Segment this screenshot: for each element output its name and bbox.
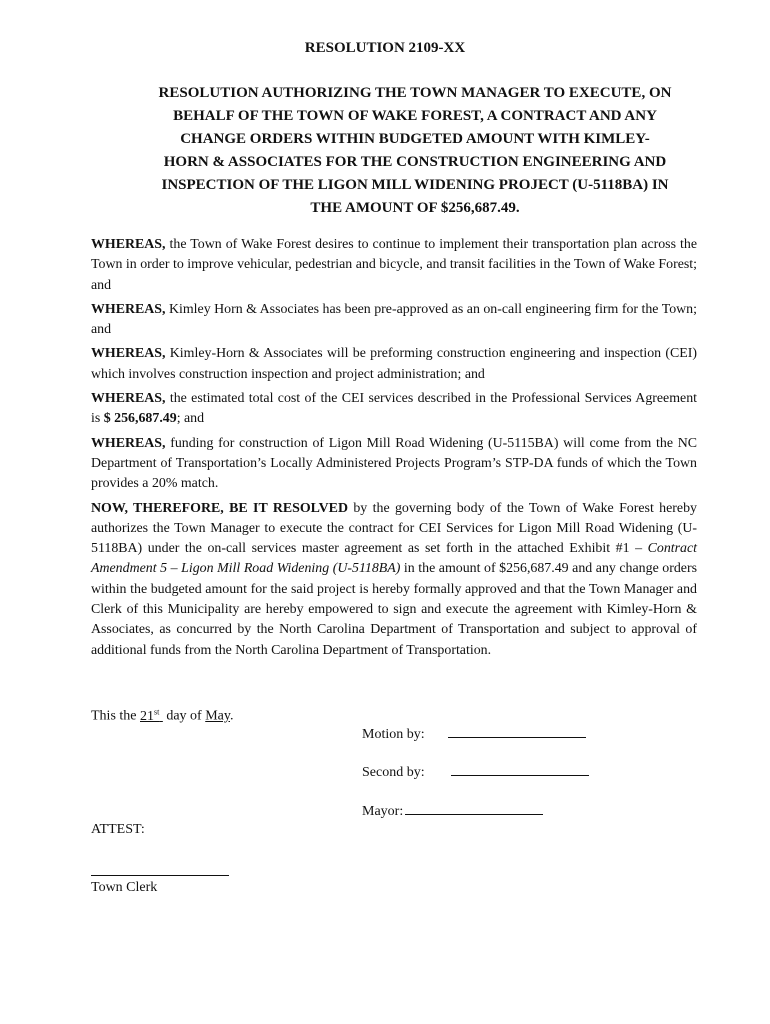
heading-line: CHANGE ORDERS WITHIN BUDGETED AMOUNT WITH KIMLEY- [180,131,650,147]
second-signature-line[interactable] [451,774,589,776]
date-line [91,707,234,725]
whereas-clause [91,300,697,341]
second-label: Second by: [362,765,425,780]
motion-label: Motion by: [362,727,425,742]
whereas-tail: ; and [176,411,205,427]
whereas-clause [91,434,697,495]
mayor-label: Mayor: [362,804,404,819]
whereas-text: Kimley Horn & Associates has been pre-approved as an on-call engineering firm for the Town; and [91,301,697,338]
heading-line: RESOLUTION AUTHORIZING THE TOWN MANAGER TO EXECUTE, ON [158,85,672,101]
clerk-signature-line[interactable] [91,875,229,876]
exhibit-title: Contract Amendment 5 – Ligon Mill Road Widening (U-5118BA) [91,541,697,577]
heading-line: INSPECTION OF THE LIGON MILL WIDENING PROJECT (U-5118BA) IN [161,177,669,193]
agreement-amount: $ 256,687.49 [103,411,177,427]
whereas-text: the Town of Wake Forest desires to continue to implement their transportation plan across the Town in order to improve vehicular, pedestrian and bicycle, and transit facilities in the Town of Wake Forest; and [91,237,697,293]
whereas-text: Kimley-Horn & Associates will be preforming construction engineering and inspection (CEI) which involves construction inspection and project administration; and [91,346,697,382]
whereas-text: the estimated total cost of the CEI services described in the Professional Services Agreement is [91,391,697,427]
attest-label: ATTEST: [91,822,145,837]
date-day-number: 21 [140,708,154,724]
date-month: May [205,708,230,724]
motion-signature [362,727,586,743]
resolved-text: in the amount of $256,687.49 and any change orders within the budgeted amount for the said project is hereby formally approved and that the Town Manager and Clerk of this Municipality are hereby empowered to sign and execute the agreement with Kimley-Horn & Associates, as concurred by the North Carolina Department of Transportation and subject to approval of additional funds from the North Carolina Department of Transportation. [91,561,697,658]
heading-line: HORN & ASSOCIATES FOR THE CONSTRUCTION ENGINEERING AND [163,154,667,170]
date-day-suffix: st [154,707,160,716]
whereas-text: funding for construction of Ligon Mill Road Widening (U-5115BA) will come from the NC Department of Transportation’s Locally Administered Projects Program’s STP-DA funds of which the Town provides a 20% match. [91,435,697,492]
resolution-number: RESOLUTION 2109-XX [304,40,466,56]
whereas-clause [91,344,697,385]
town-clerk-label: Town Clerk [91,880,158,895]
date-prefix: This the [91,708,140,724]
whereas-lead: WHEREAS, [91,301,166,317]
mayor-signature-line[interactable] [405,813,543,815]
heading-line: BEHALF OF THE TOWN OF WAKE FOREST, A CONTRACT AND ANY [173,108,657,124]
heading-line: THE AMOUNT OF $256,687.49. [310,200,520,216]
whereas-clause [91,235,697,296]
whereas-clause [91,389,697,430]
date-middle: day of [162,708,206,724]
whereas-lead: WHEREAS, [91,346,166,362]
whereas-lead: WHEREAS, [91,237,166,252]
second-signature [362,765,589,781]
resolved-lead: NOW, THEREFORE, BE IT RESOLVED [91,500,348,516]
resolved-text: by the governing body of the Town of Wake Forest hereby authorizes the Town Manager to execute the contract for CEI Services for Ligon Mill Road Widening (U-5118BA) under the on-call services master agreement as set forth in the attached Exhibit #1 – [91,500,697,557]
mayor-signature [362,804,543,820]
whereas-lead: WHEREAS, [91,435,166,451]
date-day [140,709,163,724]
resolution-body [91,235,697,665]
resolution-heading [140,82,690,220]
whereas-lead: WHEREAS, [91,391,166,407]
resolved-clause [91,499,697,661]
motion-signature-line[interactable] [448,736,586,738]
date-end: . [230,708,234,724]
